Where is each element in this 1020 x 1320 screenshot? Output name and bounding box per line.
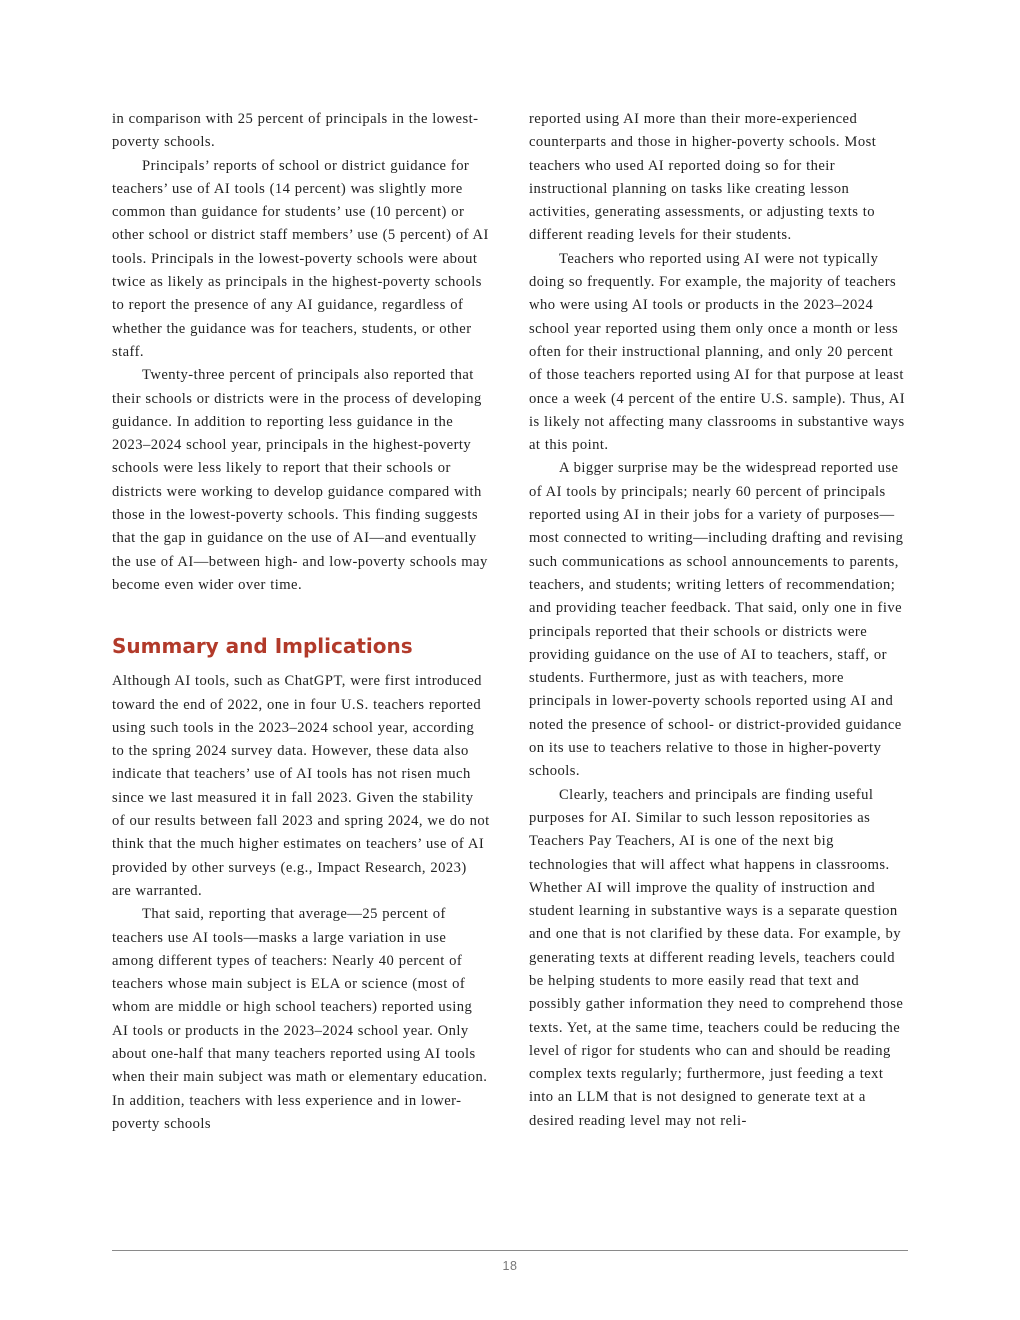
- left-paragraph-3: Twenty-three percent of principals also reported that their schools or districts were in the process of developing guidance. In addition to reporting less guidance in the 2023–2024 school year, principals in the highest-poverty schools were less likely to report that their schools or districts were working to develop guidance compared with those in the lowest-poverty schools. This finding suggests that the gap in guidance on the use of AI—and eventually the use of AI—between high- and low-poverty schools may become even wider over time.: [112, 367, 488, 593]
- left-column: [112, 108, 490, 1136]
- right-column: [529, 108, 908, 1133]
- right-paragraph-4: Clearly, teachers and principals are finding useful purposes for AI. Similar to such lesson repositories as Teachers Pay Teachers, AI is one of the next big technologies that will affect what happens in classrooms. Whether AI will improve the quality of instruction and student learning in substantive ways is a separate question and one that is not clarified by these data. For example, by generating texts at different reading levels, teachers could be helping students to more easily read that text and possibly gather information they need to comprehend those texts. Yet, at the same time, teachers could be reducing the level of rigor for students who can and should be reading complex texts regularly; furthermore, just feeding a text into an LLM that is not designed to generate text at a desired reading level may not reli-: [529, 786, 904, 1129]
- right-paragraph-1: reported using AI more than their more-experienced counterparts and those in higher-poverty schools. Most teachers who used AI reported doing so for their instructional planning on tasks like creating lesson activities, generating assessments, or adjusting texts to different reading levels for their students.: [529, 111, 877, 244]
- right-paragraph-3: A bigger surprise may be the widespread reported use of AI tools by principals; nearly 60 percent of principals reported using AI in their jobs for a variety of purposes—most connected to writing—including drafting and revising such communications as school announcements to parents, teachers, and students; writing letters of recommendation; and providing teacher feedback. That said, only one in five principals reported that their schools or districts were providing guidance on the use of AI to teachers, staff, or students. Furthermore, just as with teachers, more principals in lower-poverty schools reported using AI and noted the presence of school- or district-provided guidance on its use to teachers relative to those in higher-poverty schools.: [529, 460, 904, 780]
- left-paragraph-2: Principals’ reports of school or district guidance for teachers’ use of AI tools (14 percent) was slightly more common than guidance for students’ use (10 percent) or other school or district staff members’ use (5 percent) of AI tools. Principals in the lowest-poverty schools were about twice as likely as principals in the highest-poverty schools to report the presence of any AI guidance, regardless of whether the guidance was for teachers, students, or other staff.: [112, 157, 489, 360]
- footer-divider: [112, 1250, 908, 1251]
- left-paragraph-5: That said, reporting that average—25 percent of teachers use AI tools—masks a large variation in use among different types of teachers: Nearly 40 percent of teachers whose main subject is ELA or science (most of whom are middle or high school teachers) reported using AI tools or products in the 2023–2024 school year. Only about one-half that many teachers reported using AI tools when their main subject was math or elementary education. In addition, teachers with less experience and in lower-poverty schools: [112, 906, 488, 1132]
- left-paragraph-4: Although AI tools, such as ChatGPT, were first introduced toward the end of 2022, one in four U.S. teachers reported using such tools in the 2023–2024 school year, according to the spring 2024 survey data. However, these data also indicate that teachers’ use of AI tools has not risen much since we last measured it in fall 2023. Given the stability of our results between fall 2023 and spring 2024, we do not think that the much higher estimates on teachers’ use of AI provided by other surveys (e.g., Impact Research, 2023) are warranted.: [112, 673, 490, 899]
- section-heading-summary: Summary and Implications: [112, 634, 413, 659]
- left-paragraph-1: in comparison with 25 percent of principals in the lowest-poverty schools.: [112, 111, 479, 151]
- right-paragraph-2: Teachers who reported using AI were not typically doing so frequently. For example, the majority of teachers who were using AI tools or products in the 2023–2024 school year reported using them only once a month or less often for their instructional planning, and only 20 percent of those teachers reported using AI for that purpose at least once a week (4 percent of the entire U.S. sample). Thus, AI is likely not affecting many classrooms in substantive ways at this point.: [529, 250, 906, 454]
- page-number: 18: [502, 1259, 518, 1273]
